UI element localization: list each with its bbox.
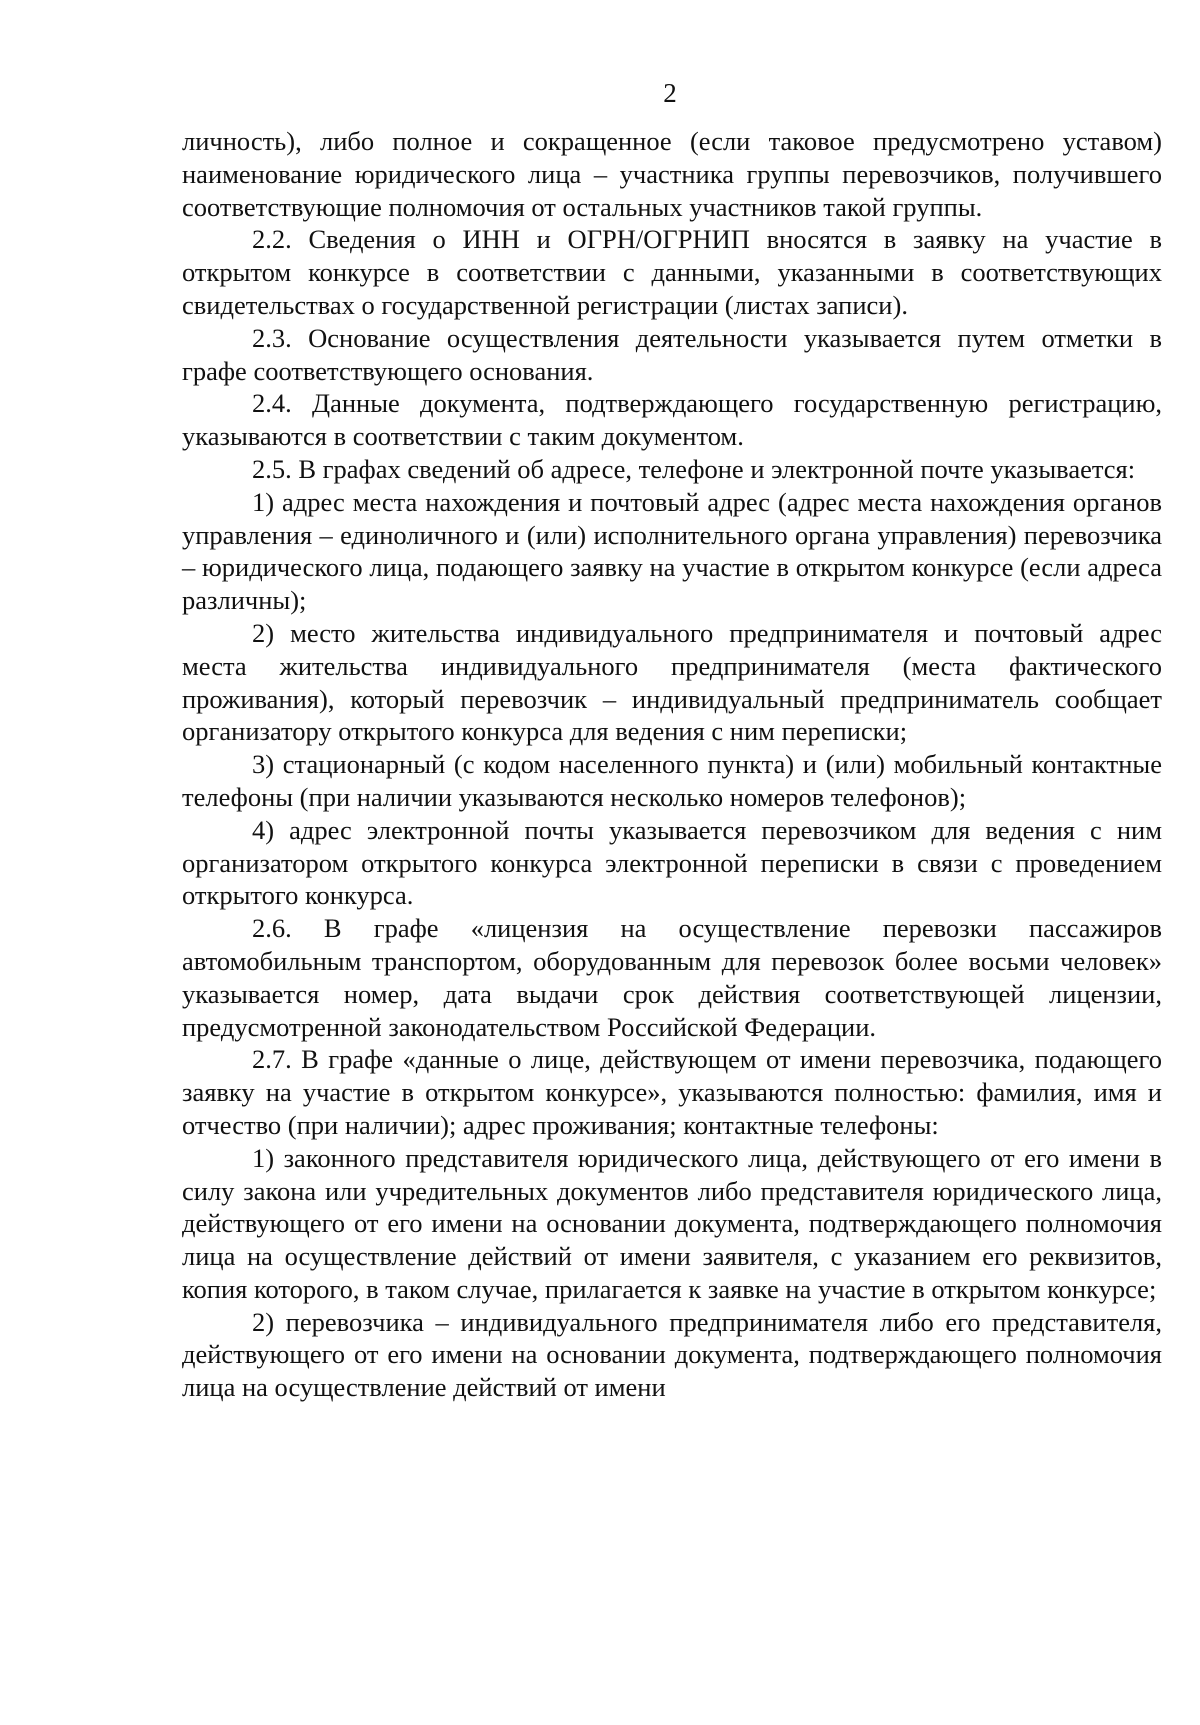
paragraph: 2) место жительства индивидуального предпринимателя и почтовый адрес места жительства индивидуального предпринимателя (места фактического проживания), который перевозчик – индивидуальный предприниматель сообщает организатору открытого конкурса для ведения с ним переписки; [182, 617, 1162, 747]
paragraph: 2) перевозчика – индивидуального предпринимателя либо его представителя, действующего от его имени на основании документа, подтверждающего полномочия лица на осуществление действий от имени [182, 1306, 1162, 1403]
paragraph: личность), либо полное и сокращенное (если таковое предусмотрено уставом) наименование юридического лица – участника группы перевозчиков, получившего соответствующие полномочия от остальных участников такой группы. [182, 126, 1162, 222]
paragraph: 2.7. В графе «данные о лице, действующем от имени перевозчика, подающего заявку на участие в открытом конкурсе», указываются полностью: фамилия, имя и отчество (при наличии); адрес проживания; контактные телефоны: [182, 1044, 1162, 1140]
paragraph: 2.6. В графе «лицензия на осуществление перевозки пассажиров автомобильным транспортом, оборудованным для перевозок более восьми человек» указывается номер, дата выдачи срок действия соответствующей лицензии, предусмотренной законодательством Российской Федерации. [182, 913, 1162, 1042]
paragraph: 1) адрес места нахождения и почтовый адрес (адрес места нахождения органов управления – единоличного и (или) исполнительного органа управления) перевозчика – юридического лица, подающего заявку на участие в открытом конкурсе (если адреса различны); [182, 486, 1162, 616]
paragraph: 3) стационарный (с кодом населенного пункта) и (или) мобильный контактные телефоны (при наличии указываются несколько номеров телефонов); [182, 749, 1162, 812]
paragraph: 2.5. В графах сведений об адресе, телефоне и электронной почте указывается: [252, 453, 1136, 484]
paragraph: 1) законного представителя юридического лица, действующего от его имени в силу закона или учредительных документов либо представителя юридического лица, действующего от его имени на основании документа, подтверждающего полномочия лица на осуществление действий от имени заявителя, с указанием его реквизитов, копия которого, в таком случае, прилагается к заявке на участие в открытом конкурсе; [182, 1142, 1162, 1304]
paragraph: 2.3. Основание осуществления деятельности указывается путем отметки в графе соответствующего основания. [182, 322, 1162, 386]
paragraph: 2.4. Данные документа, подтверждающего государственную регистрацию, указываются в соответствии с таким документом. [182, 388, 1162, 452]
paragraph: 4) адрес электронной почты указывается перевозчиком для ведения с ним организатором открытого конкурса электронной переписки в связи с проведением открытого конкурса. [182, 814, 1162, 911]
page-number: 2 [663, 78, 677, 108]
paragraph: 2.2. Сведения о ИНН и ОГРН/ОГРНИП вносятся в заявку на участие в открытом конкурсе в соответствии с данными, указанными в соответствующих свидетельствах о государственной регистрации (листах записи). [182, 224, 1162, 320]
document-body [182, 125, 1162, 1404]
